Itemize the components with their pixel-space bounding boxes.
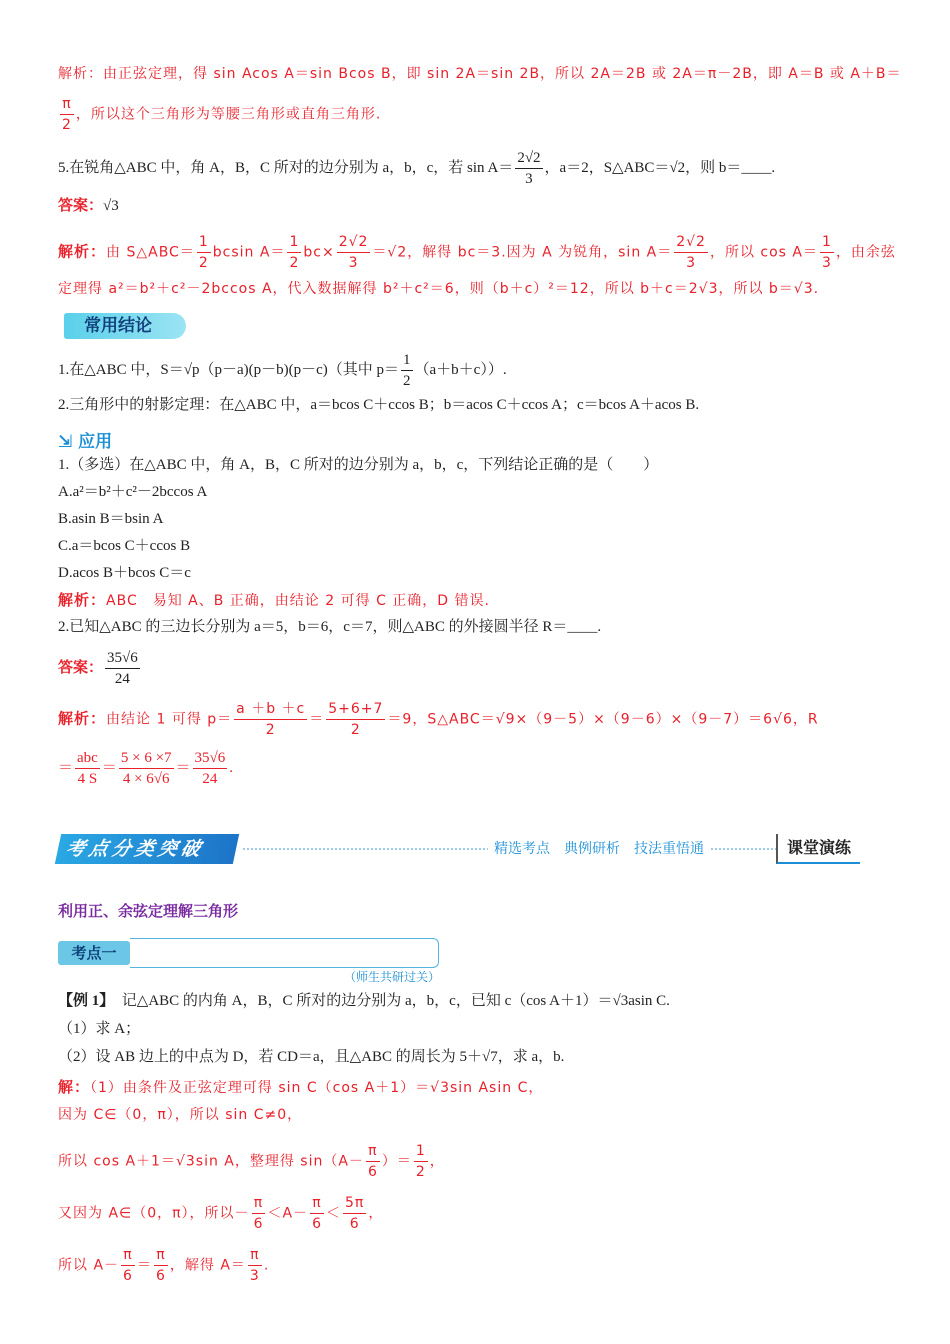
numerator: π bbox=[252, 1193, 265, 1214]
analysis-text: 定理得 a²＝b²＋c²－2bccos A，代入数据解得 b²＋c²＝6，则（b＋c）²＝12，所以 b＋c＝2√3，所以 b＝√3. bbox=[58, 281, 820, 297]
solution-line-4: 又因为 A∈（0，π），所以－ $\frac{\pi}{6}$ ＜A－ $\frac{\pi}{6}$ ＜ $\frac{5\pi}{6}$ ， bbox=[58, 1195, 384, 1232]
fraction bbox=[248, 1245, 262, 1286]
fraction bbox=[337, 232, 371, 273]
analysis-label: 解析： bbox=[58, 242, 107, 261]
denominator: 4 × 6√6 bbox=[122, 771, 170, 787]
analysis-5-line-2 bbox=[58, 278, 910, 300]
section-heading-conclusions: 常用结论 bbox=[64, 313, 186, 339]
analysis-line-1b bbox=[58, 94, 910, 135]
analysis-text: ，所以这个三角形为等腰三角形或直角三角形. bbox=[75, 106, 382, 123]
numerator: π bbox=[310, 1193, 323, 1214]
text-segment: 应用 bbox=[78, 432, 113, 452]
analysis-text: 解析：由正弦定理，得 sin Acos A＝sin Bcos B，即 sin 2A＝sin 2B，所以 2A＝2B 或 2A＝π－2B，即 A＝B 或 A＋B＝ bbox=[58, 66, 902, 82]
conclusion-1 bbox=[58, 350, 910, 391]
option-a: A.a²＝b²＋c²－2bccos A bbox=[58, 484, 208, 500]
fraction bbox=[193, 748, 228, 789]
text-segment: 解析： bbox=[58, 709, 107, 728]
text-segment: （a＋b＋c））. bbox=[414, 361, 507, 378]
practice-2: 2.已知△ABC 的三边长分别为 a＝5，b＝6，c＝7，则△ABC 的外接圆半径 R＝____. bbox=[58, 619, 602, 635]
text-segment: 所以 A－ bbox=[58, 1257, 120, 1274]
text-segment: ＝√2，解得 bc＝3.因为 A 为锐角，sin A＝ bbox=[372, 244, 673, 261]
denominator: 3 bbox=[348, 255, 359, 271]
denominator: 2 bbox=[403, 373, 411, 389]
text-segment: （1）由条件及正弦定理可得 sin C（cos A＋1）＝√3sin Asin C， bbox=[90, 1080, 544, 1096]
denominator: 2 bbox=[350, 722, 361, 738]
denominator: 3 bbox=[822, 255, 832, 271]
section-title: 利用正、余弦定理解三角形 bbox=[58, 902, 239, 920]
denominator: 6 bbox=[349, 1216, 360, 1232]
text-segment: 所以 cos A＋1＝√3sin A，整理得 sin（A－ bbox=[58, 1153, 364, 1170]
fraction bbox=[366, 1141, 380, 1182]
question-5 bbox=[58, 148, 910, 189]
numerator: 5+6+7 bbox=[326, 699, 385, 720]
denominator: 3 bbox=[686, 255, 697, 271]
numerator: abc bbox=[75, 748, 100, 769]
practice-1: 1.（多选）在△ABC 中，角 A，B，C 所对的边分别为 a，b，c，下列结论正确的是（ ） bbox=[58, 457, 659, 473]
fraction bbox=[75, 748, 100, 789]
numerator: 5π bbox=[343, 1193, 366, 1214]
example-1-part-1: （1）求 A； bbox=[58, 1021, 141, 1037]
denominator: 2 bbox=[62, 117, 72, 133]
fraction bbox=[326, 699, 385, 740]
fraction bbox=[287, 232, 301, 273]
analysis-line-1 bbox=[58, 63, 910, 85]
denominator: 6 bbox=[253, 1216, 264, 1232]
numerator: π bbox=[121, 1245, 134, 1266]
numerator: 2√2 bbox=[674, 232, 708, 253]
text-segment: 1.在△ABC 中，S＝√p（p－a)(p－b)(p－c)（其中 p＝ bbox=[58, 361, 399, 378]
text-segment: 解： bbox=[58, 1078, 91, 1096]
answer-value: √3 bbox=[103, 198, 119, 214]
denominator: 2 bbox=[289, 255, 300, 271]
option-b: B.asin B＝bsin A bbox=[58, 511, 164, 527]
numerator: 5 × 6 ×7 bbox=[119, 748, 174, 769]
question-text: 5.在锐角△ABC 中，角 A，B，C 所对的边分别为 a，b，c，若 sin A＝ bbox=[58, 159, 514, 176]
text-segment: 答案： bbox=[58, 657, 104, 676]
denominator: 6 bbox=[155, 1268, 166, 1284]
numerator: π bbox=[366, 1141, 379, 1162]
apply-icon: ⇲ bbox=[58, 432, 73, 452]
fraction bbox=[105, 648, 140, 689]
answer-2 bbox=[58, 648, 910, 689]
text-segment: 解析： bbox=[58, 591, 107, 609]
numerator: π bbox=[154, 1245, 167, 1266]
fraction bbox=[414, 1141, 428, 1182]
numerator: 2√2 bbox=[337, 232, 371, 253]
text-segment: 由结论 1 可得 p＝ bbox=[106, 711, 233, 728]
denominator: 2 bbox=[265, 722, 276, 738]
kaodian-header bbox=[58, 938, 440, 984]
banner-right: 课堂演练 bbox=[776, 834, 860, 864]
numerator: 2√2 bbox=[515, 148, 542, 169]
section-banner bbox=[58, 832, 858, 866]
kaodian-arrow bbox=[198, 938, 358, 939]
fraction bbox=[515, 148, 542, 189]
numerator: π bbox=[248, 1245, 261, 1266]
fraction bbox=[401, 350, 413, 391]
text-segment: bcsin A＝ bbox=[212, 244, 286, 261]
denominator: 4 S bbox=[77, 771, 98, 787]
example-1 bbox=[58, 990, 910, 1012]
option-d: D.acos B＋bcos C＝c bbox=[58, 565, 191, 581]
text-segment: bc× bbox=[303, 244, 335, 261]
example-label: 【例 1】 bbox=[58, 993, 107, 1009]
fraction bbox=[234, 699, 307, 740]
numerator: 1 bbox=[820, 232, 834, 253]
question-text: ，a＝2，S△ABC＝√2，则 b＝____. bbox=[544, 159, 776, 176]
denominator: 2 bbox=[198, 255, 209, 271]
numerator: 35√6 bbox=[105, 648, 140, 669]
fraction bbox=[310, 1193, 324, 1234]
denominator: 24 bbox=[202, 771, 218, 787]
practice-1-analysis bbox=[58, 589, 910, 612]
kaodian-box bbox=[130, 938, 439, 968]
text-segment: ＜ bbox=[325, 1205, 341, 1222]
denominator: 2 bbox=[415, 1164, 426, 1180]
solution-line-5: 所以 A－ $\frac{\pi}{6}$ ＝ $\frac{\pi}{6}$ ，解得 A＝ $\frac{\pi}{3}$ . bbox=[58, 1247, 270, 1284]
denominator: 6 bbox=[367, 1164, 378, 1180]
numerator: 1 bbox=[401, 350, 413, 371]
numerator: 1 bbox=[414, 1141, 428, 1162]
banner-left: 考点分类突破 bbox=[55, 834, 239, 864]
kaodian-tag: 考点一 bbox=[58, 941, 130, 965]
option-c: C.a＝bcos C＋ccos B bbox=[58, 538, 191, 554]
fraction bbox=[343, 1193, 366, 1234]
text-segment: ，解得 A＝ bbox=[169, 1257, 246, 1274]
kaodian-note: （师生共研过关） bbox=[343, 970, 440, 984]
text-segment: 记△ABC 的内角 A，B，C 所对的边分别为 a，b，c，已知 c（cos A＋1）＝√3asin C. bbox=[121, 993, 670, 1009]
text-segment: ）＝ bbox=[381, 1153, 412, 1170]
text-segment: ＜A－ bbox=[267, 1205, 309, 1222]
fraction bbox=[674, 232, 708, 273]
solution-line-3: 所以 cos A＋1＝√3sin A，整理得 sin（A－ $\frac{\pi}{6}$ ）＝ $\frac{1}{2}$ ， bbox=[58, 1143, 445, 1180]
numerator: 1 bbox=[287, 232, 301, 253]
banner-subtitle: 精选考点 典例研析 技法重悟通 bbox=[488, 838, 710, 858]
apply-heading bbox=[58, 427, 112, 452]
numerator: 1 bbox=[197, 232, 211, 253]
fraction bbox=[252, 1193, 266, 1234]
solution-line-2: 因为 C∈（0，π），所以 sin C≠0， bbox=[58, 1107, 303, 1123]
text-segment: ，由余弦 bbox=[835, 244, 896, 261]
answer-label: 答案： bbox=[58, 196, 104, 214]
denominator: 6 bbox=[123, 1268, 133, 1284]
text-segment: 由 S△ABC＝ bbox=[106, 244, 195, 261]
text-segment: 又因为 A∈（0，π），所以－ bbox=[58, 1205, 250, 1222]
answer-5 bbox=[58, 194, 910, 217]
fraction bbox=[121, 1245, 135, 1286]
practice-2-analysis: 解析：由结论 1 可得 p＝ $\frac{a +b +c}{2}$ ＝ $\frac{5+6+7}{2}$ ＝9，S△ABC＝√9×（9－5）×（9－6）×（9－7）＝6√6，R bbox=[58, 701, 819, 738]
analysis-5 bbox=[58, 232, 910, 273]
conclusion-2: 2.三角形中的射影定理：在△ABC 中，a＝bcos C＋ccos B；b＝acos C＋ccos A；c＝bcos A＋acos B. bbox=[58, 397, 700, 413]
text-segment: ，所以 cos A＝ bbox=[709, 244, 819, 261]
example-1-part-2: （2）设 AB 边上的中点为 D，若 CD＝a，且△ABC 的周长为 5＋√7，求 a，b. bbox=[58, 1049, 565, 1065]
denominator: 24 bbox=[114, 671, 130, 687]
numerator: a ＋b ＋c bbox=[234, 699, 307, 720]
denominator: 6 bbox=[312, 1216, 322, 1232]
fraction bbox=[154, 1245, 168, 1286]
practice-2-analysis-line-2: ＝ $\frac{\text{abc}}{4 S}$ ＝ $\frac{5 \times 6 \times 7}{4 \times 6√6}$ ＝ $\frac{35√6}{24}$ . bbox=[58, 750, 234, 787]
fraction bbox=[119, 748, 174, 789]
denominator: 3 bbox=[249, 1268, 260, 1284]
numerator: π bbox=[60, 94, 73, 115]
fraction bbox=[820, 232, 834, 273]
numerator: 35√6 bbox=[193, 748, 228, 769]
text-segment: ＝9，S△ABC＝√9×（9－5）×（9－6）×（9－7）＝6√6，R bbox=[387, 711, 819, 728]
fraction bbox=[60, 94, 74, 135]
fraction bbox=[197, 232, 211, 273]
denominator: 3 bbox=[525, 171, 533, 187]
solution-line-1 bbox=[58, 1076, 910, 1099]
text-segment: ABC 易知 A、B 正确，由结论 2 可得 C 正确，D 错误. bbox=[106, 593, 490, 609]
text-segment: ＝ bbox=[136, 1257, 152, 1274]
